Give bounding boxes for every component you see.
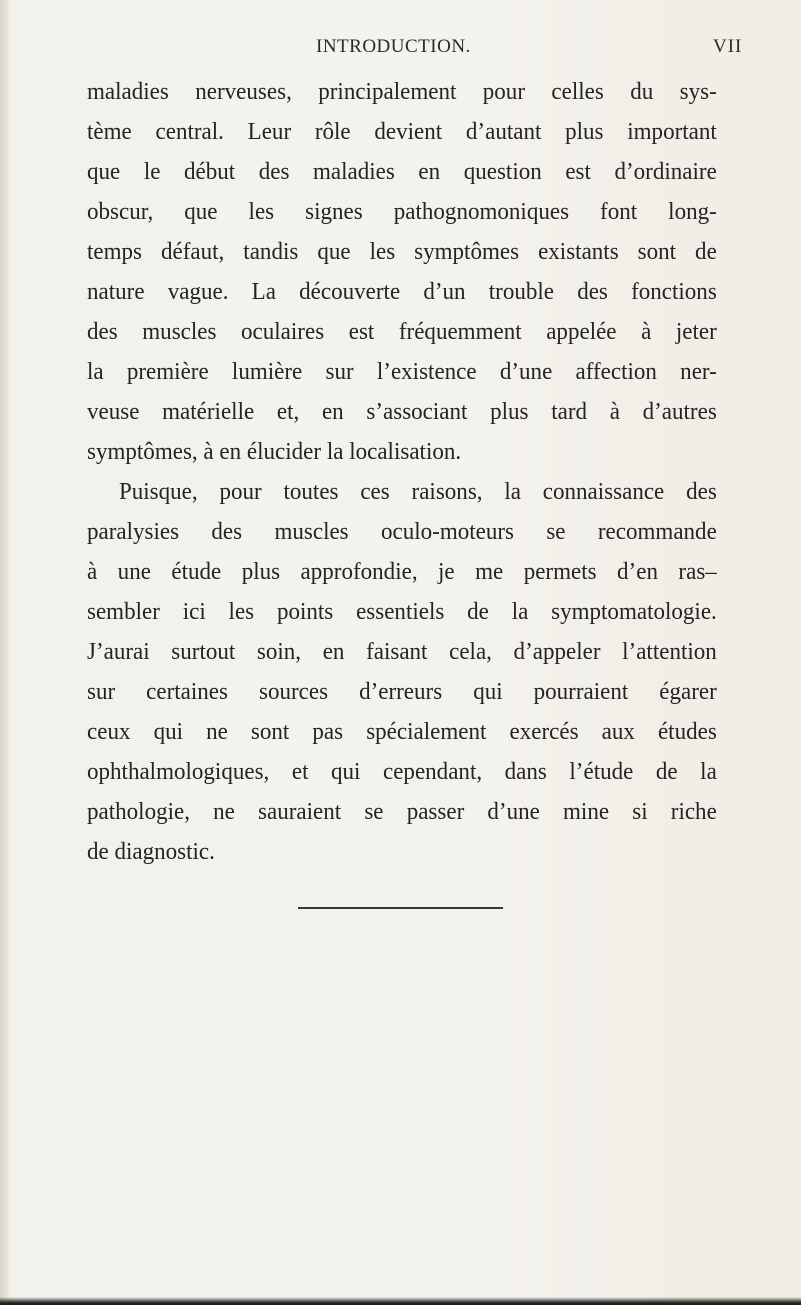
running-title: INTRODUCTION. (316, 36, 471, 57)
text-line: nature vague. La découverte d’un trouble des fonctions (87, 278, 717, 305)
running-header (0, 36, 801, 58)
body-text (87, 72, 717, 872)
text-line: ceux qui ne sont pas spécialement exercés aux études (87, 718, 717, 745)
text-line: temps défaut, tandis que les symptômes existants sont de (87, 238, 717, 265)
text-line: ophthalmologiques, et qui cependant, dans l’étude de la (87, 758, 717, 785)
page-number: VII (713, 36, 743, 57)
text-line: veuse matérielle et, en s’associant plus tard à d’autres (87, 398, 717, 425)
text-line: pathologie, ne sauraient se passer d’une mine si riche (87, 798, 717, 825)
text-line: symptômes, à en élucider la localisation. (87, 438, 462, 465)
text-line: tème central. Leur rôle devient d’autant plus important (87, 118, 717, 145)
paragraph-1 (87, 72, 717, 472)
page-gutter-shadow (0, 0, 10, 1305)
text-line: que le début des maladies en question est d’ordinaire (87, 158, 717, 185)
text-line: sur certaines sources d’erreurs qui pourraient égarer (87, 678, 717, 705)
text-line: maladies nerveuses, principalement pour celles du sys- (87, 78, 717, 105)
paragraph-2 (87, 472, 717, 872)
text-line: J’aurai surtout soin, en faisant cela, d’appeler l’attention (87, 638, 717, 665)
text-line: Puisque, pour toutes ces raisons, la connaissance des (118, 478, 717, 505)
text-line: des muscles oculaires est fréquemment appelée à jeter (87, 318, 717, 345)
page-bottom-edge (0, 1297, 801, 1305)
text-line: paralysies des muscles oculo-moteurs se recommande (87, 518, 717, 545)
section-divider (298, 907, 503, 909)
text-line: obscur, que les signes pathognomoniques font long- (87, 198, 717, 225)
text-line: sembler ici les points essentiels de la symptomatologie. (87, 598, 717, 625)
text-line: de diagnostic. (87, 838, 215, 865)
text-line: à une étude plus approfondie, je me permets d’en ras– (87, 558, 717, 585)
text-line: la première lumière sur l’existence d’une affection ner- (87, 358, 717, 385)
